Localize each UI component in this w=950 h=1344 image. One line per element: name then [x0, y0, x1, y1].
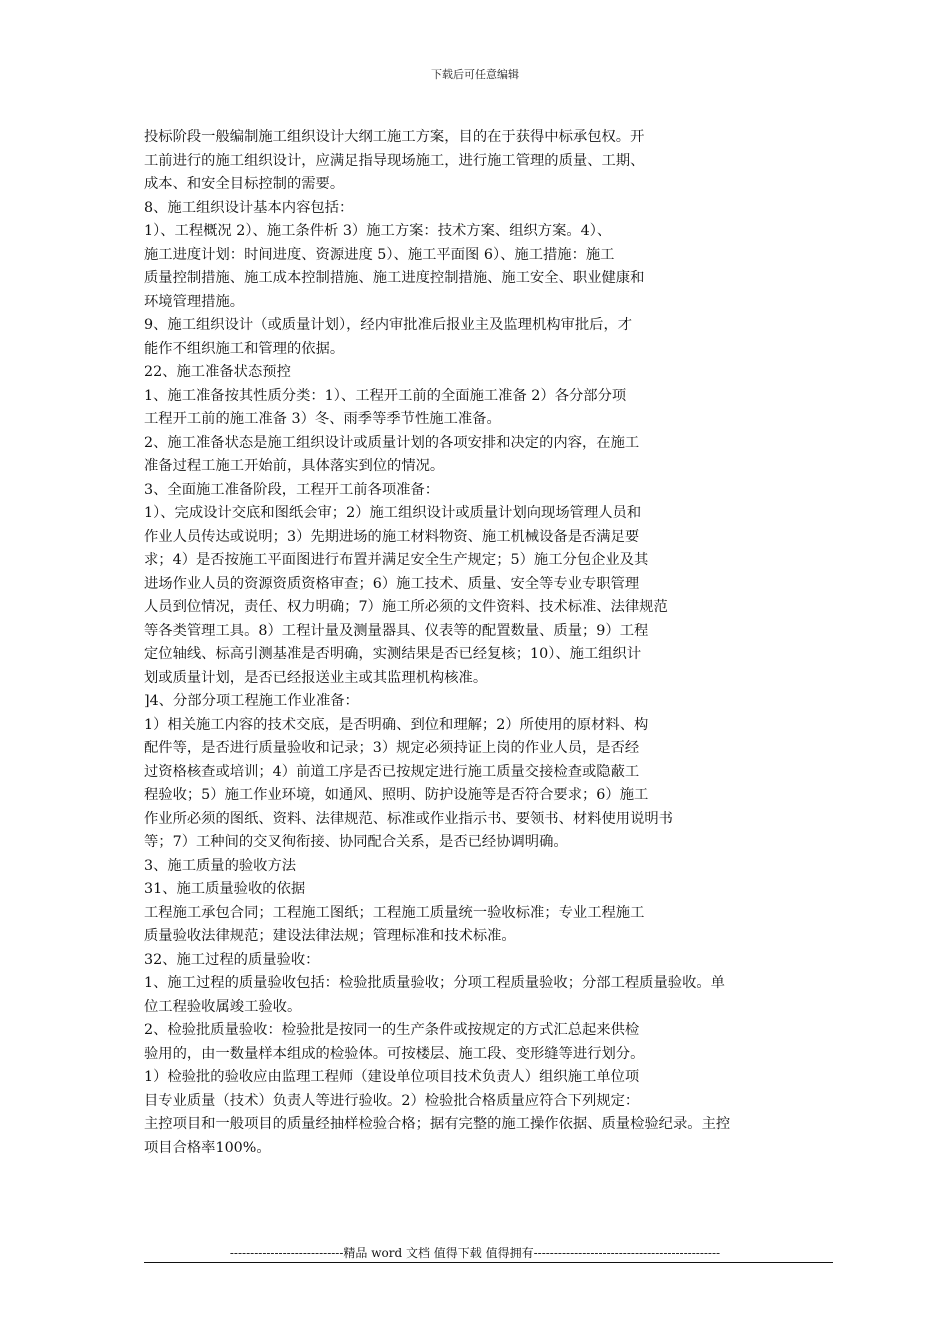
text-line: 过资格核查或培训；4）前道工序是否已按规定进行施工质量交接检查或隐蔽工 [144, 763, 640, 780]
page-footer: ----------------------------精品 word 文档 值得下载 值得拥有---------------------------------------------- [229, 1246, 721, 1260]
text-line: 8、施工组织设计基本内容包括： [144, 199, 354, 216]
text-line: 等各类管理工具。8）工程计量及测量器具、仪表等的配置数量、质量；9）工程 [144, 622, 649, 639]
text-line: 2、检验批质量验收：检验批是按同一的生产条件或按规定的方式汇总起来供检 [144, 1022, 640, 1038]
text-line: 程验收；5）施工作业环境，如通风、照明、防护设施等是否符合要求；6）施工 [144, 787, 649, 803]
footer-divider [144, 1262, 833, 1263]
text-line: 能作不组织施工和管理的依据。 [144, 340, 345, 357]
text-line: 3、施工质量的验收方法 [144, 857, 297, 874]
document-body [144, 126, 844, 1160]
text-line: 定位轴线、标高引测基准是否明确，实测结果是否已经复核；10）、施工组织计 [144, 646, 642, 662]
text-line: 主控项目和一般项目的质量经抽样检验合格；据有完整的施工操作依据、质量检验纪录。主控 [144, 1116, 731, 1132]
text-line: 进场作业人员的资源资质资格审查；6）施工技术、质量、安全等专业专职管理 [144, 575, 640, 592]
text-line: 配件等，是否进行质量验收和记录；3）规定必须持证上岗的作业人员，是否经 [144, 740, 640, 756]
text-line: 工程开工前的施工准备 3）冬、雨季等季节性施工准备。 [144, 411, 501, 427]
text-line: 位工程验收属竣工验收。 [144, 998, 302, 1015]
text-line: 质量控制措施、施工成本控制措施、施工进度控制措施、施工安全、职业健康和 [144, 270, 645, 286]
text-line: 施工进度计划：时间进度、资源进度 5）、施工平面图 6）、施工措施：施工 [144, 246, 615, 263]
text-line: 人员到位情况，责任、权力明确；7）施工所必须的文件资料、技术标准、法律规范 [144, 599, 668, 615]
text-line: 环境管理措施。 [144, 293, 245, 310]
text-line: 划或质量计划，是否已经报送业主或其监理机构核准。 [144, 669, 488, 686]
text-line: 求；4）是否按施工平面图进行布置并满足安全生产规定；5）施工分包企业及其 [144, 552, 649, 568]
text-line: 9、施工组织设计（或质量计划），经内审批准后报业主及监理机构审批后，才 [144, 317, 633, 333]
text-line: 作业人员传达或说明；3）先期进场的施工材料物资、施工机械设备是否满足要 [144, 528, 640, 545]
text-line: 验用的，由一数量样本组成的检验体。可按楼层、施工段、变形缝等进行划分。 [144, 1045, 645, 1062]
text-line: 1）、工程概况 2）、施工条件析 3）施工方案：技术方案、组织方案。4）、 [144, 223, 612, 239]
text-line: ]4、分部分项工程施工作业准备： [144, 693, 359, 709]
text-line: 31、施工质量验收的依据 [144, 881, 306, 897]
text-line: 1、施工过程的质量验收包括：检验批质量验收；分项工程质量验收；分部工程质量验收。单 [144, 975, 725, 991]
text-line: 质量验收法律规范；建设法律法规；管理标准和技术标准。 [144, 928, 516, 944]
text-line: 工程施工承包合同；工程施工图纸；工程施工质量统一验收标准；专业工程施工 [144, 904, 645, 921]
text-line: 作业所必须的图纸、资料、法律规范、标准或作业指示书、要领书、材料使用说明书 [144, 810, 673, 827]
text-line: 22、施工准备状态预控 [144, 364, 291, 380]
text-line: 3、全面施工准备阶段，工程开工前各项准备： [144, 481, 440, 498]
text-line: 1、施工准备按其性质分类：1）、工程开工前的全面施工准备 2）各分部分项 [144, 387, 627, 404]
text-line: 1）、完成设计交底和图纸会审；2）施工组织设计或质量计划向现场管理人员和 [144, 505, 642, 521]
page-header: 下载后可任意编辑 [431, 68, 519, 81]
text-line: 目专业质量（技术）负责人等进行验收。2）检验批合格质量应符合下列规定： [144, 1092, 640, 1109]
text-line: 32、施工过程的质量验收： [144, 951, 320, 968]
text-line: 2、施工准备状态是施工组织设计或质量计划的各项安排和决定的内容，在施工 [144, 434, 640, 451]
text-line: 工前进行的施工组织设计，应满足指导现场施工，进行施工管理的质量、工期、 [144, 152, 645, 169]
text-line: 准备过程工施工开始前，具体落实到位的情况。 [144, 458, 445, 474]
text-line: 成本、和安全目标控制的需要。 [144, 176, 345, 192]
text-line: 1）相关施工内容的技术交底，是否明确、到位和理解；2）所使用的原材料、构 [144, 716, 649, 733]
text-line: 等；7）工种间的交叉徇衔接、协同配合关系，是否已经协调明确。 [144, 834, 568, 850]
text-line: 项目合格率100%。 [144, 1139, 271, 1156]
text-line: 1）检验批的验收应由监理工程师（建设单位项目技术负责人）组织施工单位项 [144, 1069, 640, 1085]
text-line: 投标阶段一般编制施工组织设计大纲工施工方案，目的在于获得中标承包权。开 [144, 129, 645, 145]
